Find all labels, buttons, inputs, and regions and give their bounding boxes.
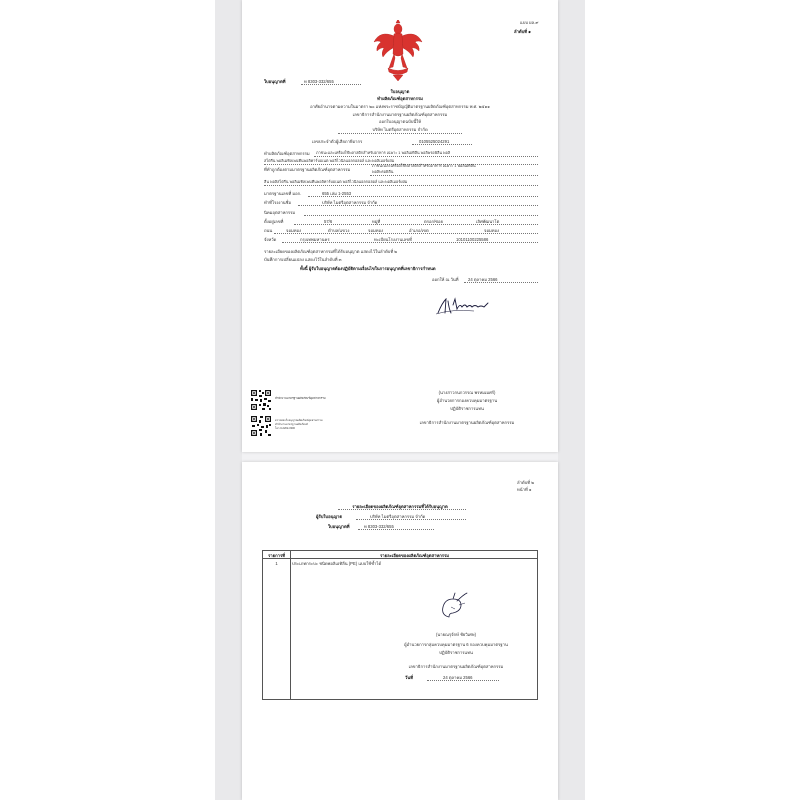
signer-role-2: ปฏิบัติราชการแทน bbox=[450, 406, 484, 411]
license-number-label: ใบอนุญาตที่ bbox=[264, 79, 286, 84]
qr-code-caption-2: สำนักงานมาตรฐานผลิตภัณฑ์ bbox=[275, 423, 308, 426]
product-line-1: ภาชนะและเครื่องใช้พลาสติกสำหรับอาหาร เฉพาะ 1 พอลิเอทิลีน พอลิพรอพิลีน พอลิ bbox=[316, 151, 451, 155]
signer-name: (นายณรุจักษ์ ชัยวิเศษ) bbox=[435, 632, 476, 637]
qr-code-icon[interactable] bbox=[250, 415, 272, 437]
left-gutter bbox=[215, 0, 242, 800]
details-title-underline bbox=[338, 509, 466, 510]
factory-reg-value: 10101100225586 bbox=[456, 237, 489, 242]
signer-role-2: ปฏิบัติราชการแทน bbox=[439, 650, 473, 655]
tis-label: มาตรฐานเลขที่ มอก. bbox=[264, 191, 302, 196]
province-underline bbox=[282, 242, 538, 243]
table-header-details: รายละเอียดของผลิตภัณฑ์อุตสาหกรรม bbox=[380, 552, 449, 558]
signer-role-3: เลขาธิการสำนักงานมาตรฐานผลิตภัณฑ์อุตสาหกรรม bbox=[419, 420, 515, 425]
licensee-underline bbox=[356, 519, 466, 520]
subdistrict-value: จอมทอง bbox=[368, 228, 384, 233]
standard-product-label: ที่ทำถูกต้องตามมาตรฐานผลิตภัณฑ์อุตสาหกรรม bbox=[264, 167, 351, 172]
product-line-2: สไตรีน พอลิเมทิลเพนทีนพอลิคาร์บอเนต พอลิไวนิลแอลกอฮอล์ และพอลิเมอร์ผสม bbox=[264, 159, 395, 163]
tax-id-underline bbox=[412, 144, 472, 145]
signer-name: (นางสาวกนกวรรณ พรหมเมศร์) bbox=[438, 390, 496, 395]
date-value: 24 ตุลาคม 2566 bbox=[443, 675, 473, 680]
form-code: แบบ ผล.๙ bbox=[520, 20, 539, 25]
sheet-number: ลำดับที่ ๒ bbox=[517, 480, 534, 485]
tax-id-value: 0105525024291 bbox=[419, 139, 450, 144]
tis-number: 655 เล่ม 1-2553 bbox=[322, 191, 352, 196]
tis-underline bbox=[308, 196, 538, 197]
product-label: ทำผลิตภัณฑ์อุตสาหกรรม bbox=[264, 151, 310, 156]
standard-product-line-3: ลีน พอลิสไตรีน พอลิเมทิลเพนทีนพอลิคาร์บอเนต พอลิไวนิลแอลกอฮอล์ และพอลิเมอร์ผสม bbox=[264, 180, 408, 184]
province-label: จังหวัด bbox=[264, 237, 277, 242]
factory-type-label: นิคมอุตสาหกรรม bbox=[264, 210, 296, 215]
license-number-label: ใบอนุญาตที่ bbox=[328, 524, 350, 529]
soi-label: ตรอก/ซอย bbox=[424, 219, 443, 224]
moo-label: หมู่ที่ bbox=[372, 219, 381, 224]
condition-line: ทั้งนี้ ผู้รับใบอนุญาตต้องปฏิบัติตามเงื่อนไขในการอนุญาตที่เลขาธิการกำหนด bbox=[300, 266, 436, 271]
signer-role-1: ผู้อำนวยการกองควบคุมมาตรฐาน bbox=[436, 398, 498, 403]
factory-name-underline bbox=[298, 205, 538, 206]
tax-id-label: เลขประจำตัวผู้เสียภาษีอากร bbox=[312, 139, 363, 144]
details-title: รายละเอียดของผลิตภัณฑ์อุตสาหกรรมที่ได้รับอนุญาต bbox=[352, 504, 448, 509]
table-row-detail: ประเภทกระบะ ชนิดพอลิเอทิลีน (PE) แบบใช้ซ้ำได้ bbox=[292, 561, 382, 566]
factory-reg-label: ทะเบียนโรงงานเลขที่ bbox=[374, 237, 412, 242]
subdistrict-label: ตำบล/แขวง bbox=[328, 228, 350, 233]
date-label: วันที่ bbox=[405, 675, 413, 680]
road-label: ถนน bbox=[264, 228, 273, 233]
product-underline-1 bbox=[314, 156, 538, 157]
district-label: อำเภอ/เขต bbox=[409, 228, 429, 233]
province-value: กรุงเทพมหานคร bbox=[300, 237, 330, 242]
changes-line: บันทึกการเปลี่ยนแปลง แสดงไว้ในลำดับที่ ๓ bbox=[264, 257, 342, 262]
standard-product-underline-2 bbox=[264, 185, 538, 186]
page-number: หน้าที่ ๑ bbox=[517, 487, 532, 492]
secretary-line: เลขาธิการสำนักงานมาตรฐานผลิตภัณฑ์อุตสาหกรรม bbox=[352, 112, 448, 117]
license-number: ท 8303-332/655 bbox=[364, 524, 394, 529]
authority-line: อาศัยอำนาจตามความในมาตรา ๒๐ แห่งพระราชบัญญัติมาตรฐานผลิตภัณฑ์อุตสาหกรรม พ.ศ. ๒๕๑๑ bbox=[310, 104, 490, 109]
qr-code-caption-1: ตรวจสอบใบอนุญาตผลิตภัณฑ์อุตสาหกรรม bbox=[275, 419, 323, 422]
qr-code-icon[interactable] bbox=[250, 389, 272, 411]
factory-type-underline bbox=[304, 215, 538, 216]
issued-label: ออกให้ ณ วันที่ bbox=[432, 277, 459, 282]
issued-date: 24 ตุลาคม 2566 bbox=[468, 277, 498, 282]
standard-product-line-2: พอลิพรอพิลีน bbox=[372, 170, 394, 174]
address-underline bbox=[294, 224, 538, 225]
soi-value: เลิศพัฒนาโต bbox=[476, 219, 500, 224]
license-number-underline bbox=[358, 529, 434, 530]
road-value: จอมทอง bbox=[286, 228, 302, 233]
document-subtitle: ทำผลิตภัณฑ์อุตสาหกรรม bbox=[377, 96, 423, 101]
licensee-label: ผู้รับใบอนุญาต bbox=[316, 514, 343, 519]
road-underline bbox=[274, 233, 538, 234]
factory-name: บริษัท ไมตรีอุตสาหกรรม จำกัด bbox=[322, 200, 378, 205]
license-page-2 bbox=[242, 462, 558, 800]
qr-code-caption-3: โทร 0-2202-3300 bbox=[275, 427, 295, 430]
qr-code-caption: สำนักงานมาตรฐานผลิตภัณฑ์อุตสาหกรรม bbox=[275, 396, 326, 400]
signer-role-1: ผู้อำนวยการกลุ่มควบคุมมาตรฐาน 6 กองควบคุมมาตรฐาน bbox=[404, 642, 508, 647]
table-header-item: รายการที่ bbox=[268, 552, 285, 558]
table-row-item: 1 bbox=[275, 561, 278, 566]
standard-product-line-1: ภาชนะและเครื่องใช้พลาสติกสำหรับอาหาร เฉพาะ 1 พอลิเอทิลีน bbox=[372, 164, 476, 168]
license-page-1 bbox=[242, 0, 558, 452]
date-underline bbox=[427, 680, 499, 681]
issued-date-underline bbox=[464, 282, 538, 283]
signer-role-3: เลขาธิการสำนักงานมาตรฐานผลิตภัณฑ์อุตสาหกรรม bbox=[408, 664, 504, 669]
garuda-emblem-icon bbox=[372, 20, 424, 82]
factory-name-label: ทำที่โรงงานชื่อ bbox=[264, 200, 292, 205]
company-name: บริษัท ไมตรีอุตสาหกรรม จำกัด bbox=[372, 127, 428, 132]
details-line: รายละเอียดของผลิตภัณฑ์อุตสาหกรรมที่ได้รับอนุญาต แสดงไว้ในลำดับที่ ๒ bbox=[264, 249, 398, 254]
address-number-label: ตั้งอยู่เลขที่ bbox=[264, 219, 284, 224]
document-title: ใบอนุญาต bbox=[390, 89, 410, 94]
signature-icon bbox=[434, 295, 496, 317]
signature-icon bbox=[435, 591, 475, 619]
company-underline bbox=[338, 133, 462, 134]
table-column-divider bbox=[290, 551, 291, 699]
right-gutter bbox=[558, 0, 585, 800]
issue-line: ออกใบอนุญาตฉบับนี้ให้ bbox=[378, 119, 422, 124]
district-value: จอมทอง bbox=[484, 228, 500, 233]
sheet-number: ลำดับที่ ๑ bbox=[514, 29, 531, 34]
details-table bbox=[262, 550, 538, 700]
license-number-underline bbox=[301, 84, 361, 85]
licensee-name: บริษัท ไมตรีอุตสาหกรรม จำกัด bbox=[370, 514, 426, 519]
address-number: 57/6 bbox=[324, 219, 333, 224]
license-number: ท 8303-332/655 bbox=[304, 79, 334, 84]
standard-product-underline bbox=[370, 175, 538, 176]
